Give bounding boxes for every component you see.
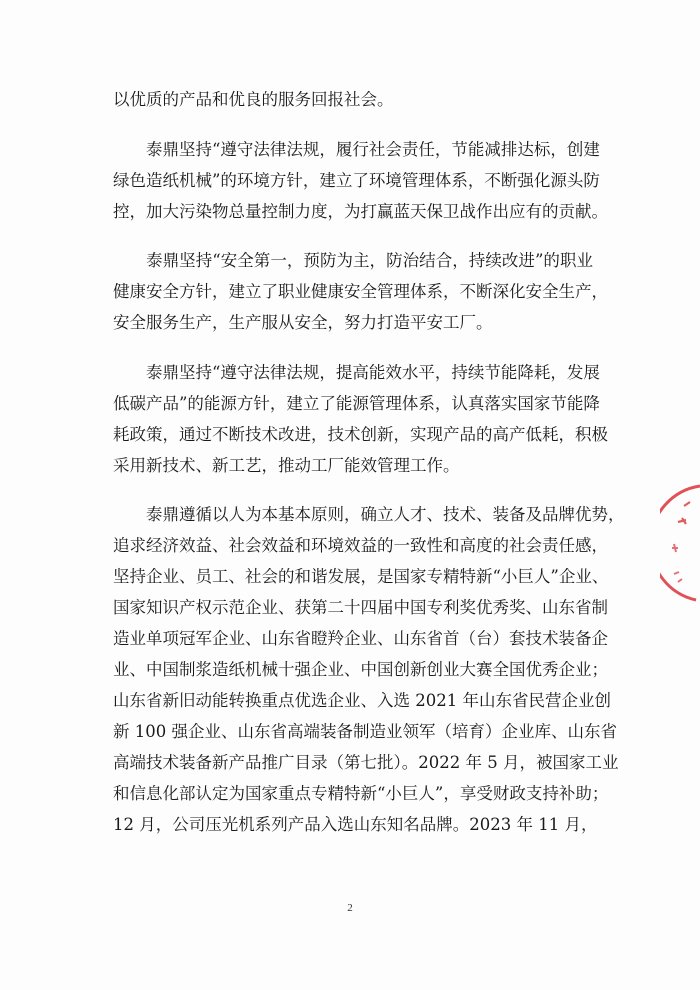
text-line: 泰鼎坚持“遵守法律法规，履行社会责任，节能减排达标，创建 <box>113 139 600 159</box>
text-line: 追求经济效益、社会效益和环境效益的一致性和高度的社会责任感， <box>113 536 608 555</box>
text-line: 低碳产品”的能源方针，建立了能源管理体系，认真落实国家节能降 <box>113 393 600 413</box>
text-line: 业、中国制浆造纸机械十强企业、中国创新创业大赛全国优秀企业； <box>113 660 608 679</box>
text-line: 12 月，公司压光机系列产品入选山东知名品牌。2023 年 11 月， <box>113 815 598 834</box>
text-line: 山东省新旧动能转换重点优选企业、入选 2021 年山东省民营企业创 <box>113 691 611 710</box>
red-seal-stamp-icon <box>660 478 700 608</box>
text-line: 坚持企业、员工、社会的和谐发展，是国家专精特新“小巨人”企业、 <box>113 567 609 586</box>
text-line: 泰鼎坚持“安全第一，预防为主，防治结合，持续改进”的职业 <box>113 251 593 270</box>
text-line: 造业单项冠军企业、山东省瞪羚企业、山东省首（台）套技术装备企 <box>113 629 608 648</box>
text-line: 耗政策，通过不断技术改进，技术创新，实现产品的高产低耗，积极 <box>113 424 608 444</box>
text-line: 绿色造纸机械”的环境方针，建立了环境管理体系，不断强化源头防 <box>113 170 600 190</box>
paragraph-energy-policy <box>113 357 608 481</box>
text-line: 高端技术装备新产品推广目录（第七批）。2022 年 5 月，被国家工业 <box>113 753 619 772</box>
paragraph-company-honors <box>113 499 625 840</box>
paragraph-1 <box>113 84 593 115</box>
text-line: 国家知识产权示范企业、获第二十四届中国专利奖优秀奖、山东省制 <box>113 598 608 617</box>
paragraph-environment-policy <box>113 134 608 227</box>
text-line: 健康安全方针，建立了职业健康安全管理体系，不断深化安全生产， <box>113 282 608 301</box>
text-line: 泰鼎坚持“遵守法律法规，提高能效水平，持续节能降耗，发展 <box>113 362 600 382</box>
text-line: 和信息化部认定为国家重点专精特新“小巨人”，享受财政支持补助； <box>113 784 609 803</box>
text-line: 以优质的产品和优良的服务回报社会。 <box>113 90 394 109</box>
paragraph-safety-policy <box>113 245 608 338</box>
text-line: 新 100 强企业、山东省高端装备制造业领军（培育）企业库、山东省 <box>113 722 617 741</box>
text-line: 安全服务生产，生产服从安全，努力打造平安工厂。 <box>113 313 493 332</box>
text-line: 泰鼎遵循以人为本基本原则，确立人才、技术、装备及品牌优势， <box>113 505 625 524</box>
document-body <box>113 84 625 859</box>
text-line: 采用新技术、新工艺，推动工厂能效管理工作。 <box>113 455 460 475</box>
text-line: 控，加大污染物总量控制力度，为打赢蓝天保卫战作出应有的贡献。 <box>113 201 608 221</box>
page-number: 2 <box>347 902 353 914</box>
